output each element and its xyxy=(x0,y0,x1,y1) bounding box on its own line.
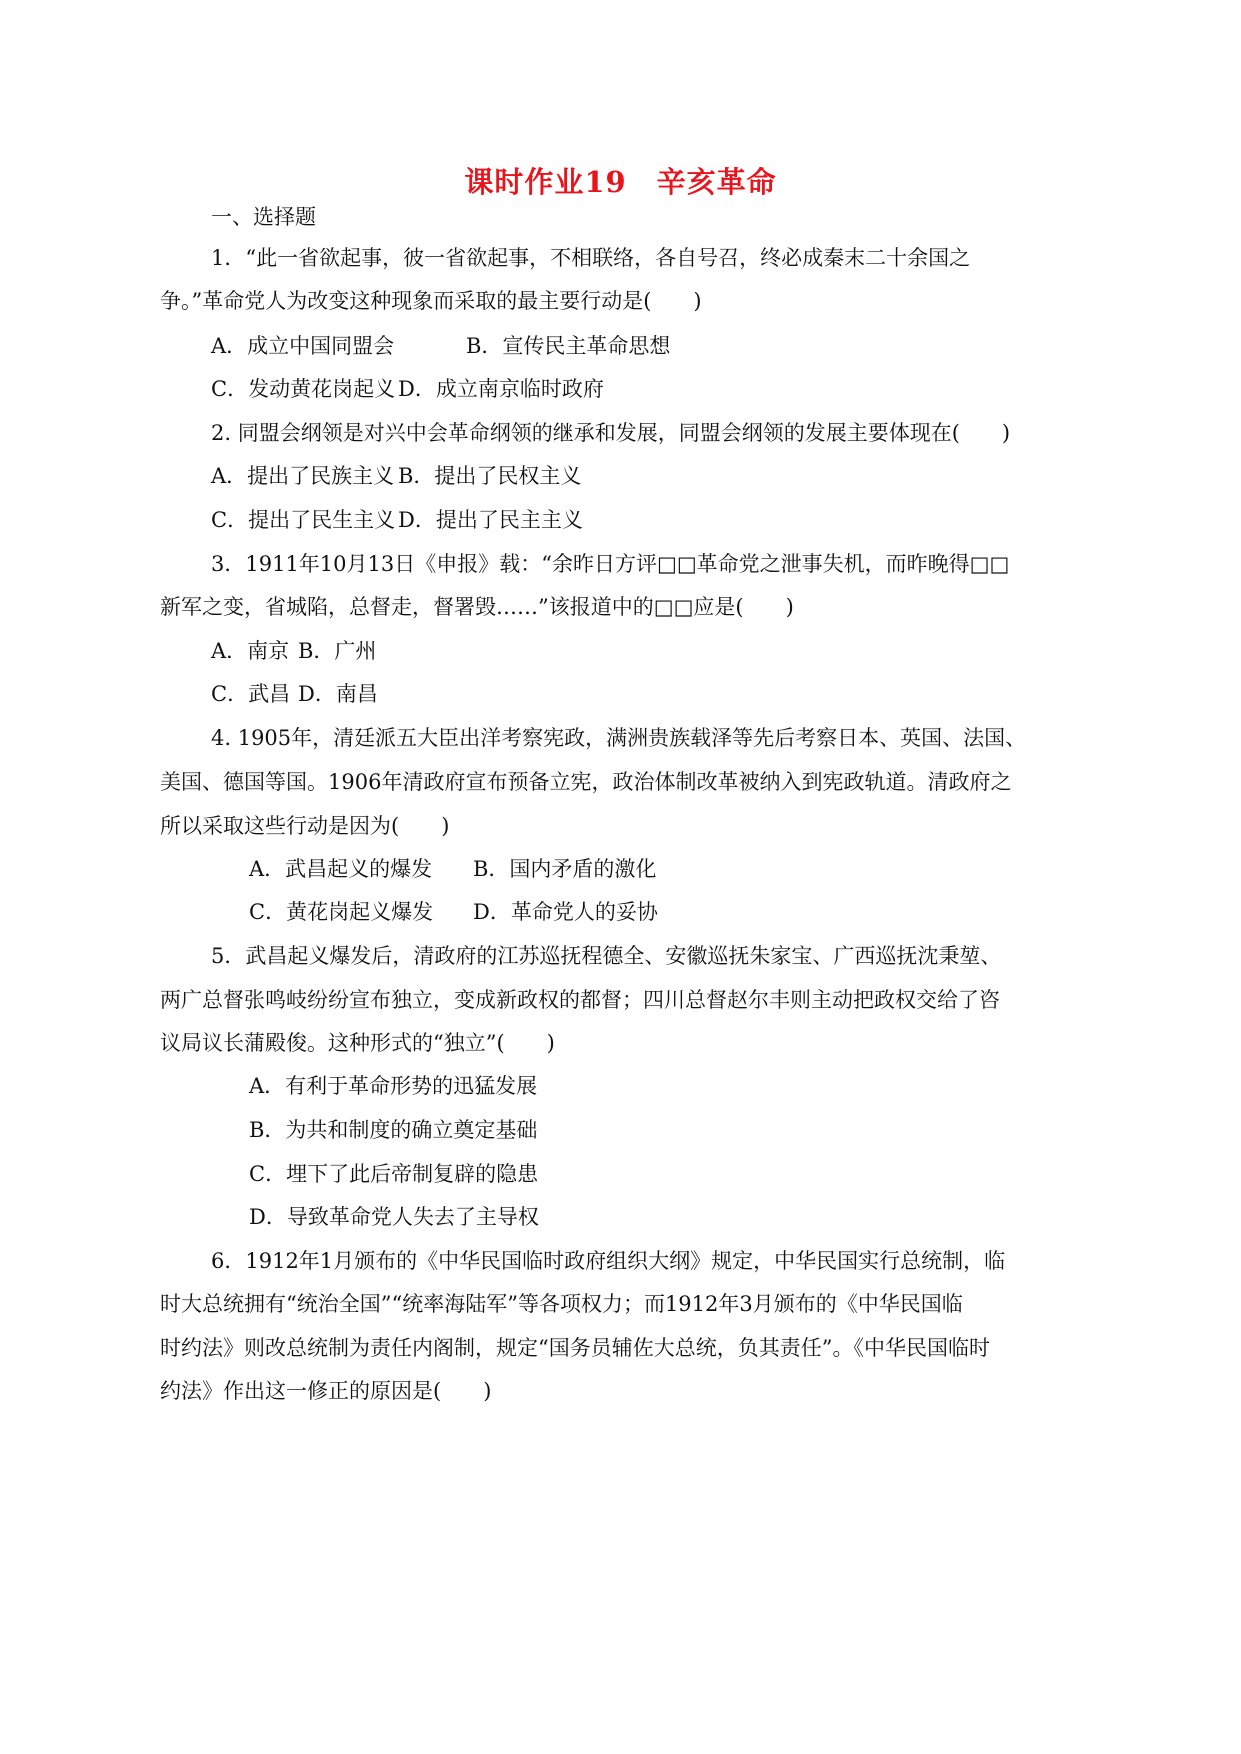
question-5-line-2: 两广总督张鸣岐纷纷宣布独立，变成新政权的都督；四川总督赵尔丰则主动把政权交给了咨 xyxy=(160,988,1000,1012)
question-4-option-d: D．革命党人的妥协 xyxy=(473,900,658,924)
question-1-option-d: D．成立南京临时政府 xyxy=(398,377,604,401)
question-2-option-b: B．提出了民权主义 xyxy=(398,464,582,488)
question-3-line-2: 新军之变，省城陷，总督走，督署毁……”该报道中的□□应是( ) xyxy=(160,595,794,619)
question-5-option-c: C．埋下了此后帝制复辟的隐患 xyxy=(249,1162,539,1186)
question-2-option-a: A．提出了民族主义 xyxy=(211,464,395,488)
question-1-option-c: C．发动黄花岗起义 xyxy=(211,377,396,401)
question-5-line-1: 5．武昌起义爆发后，清政府的江苏巡抚程德全、安徽巡抚朱家宝、广西巡抚沈秉堃、 xyxy=(211,944,1002,968)
question-3-option-a: A．南京 xyxy=(211,639,290,663)
question-4-line-3: 所以采取这些行动是因为( ) xyxy=(160,814,450,838)
question-2-option-c: C．提出了民生主义 xyxy=(211,508,396,532)
question-6-line-4: 约法》作出这一修正的原因是( ) xyxy=(160,1379,492,1403)
question-4-option-c: C．黄花岗起义爆发 xyxy=(249,900,434,924)
question-6-line-2: 时大总统拥有“统治全国”“统率海陆军”等各项权力；而1912年3月颁布的《中华民国临 xyxy=(160,1292,963,1316)
question-4-option-b: B．国内矛盾的激化 xyxy=(473,857,657,881)
question-5-option-d: D．导致革命党人失去了主导权 xyxy=(249,1205,539,1229)
question-4-option-a: A．武昌起义的爆发 xyxy=(249,857,433,881)
question-5-option-a: A．有利于革命形势的迅猛发展 xyxy=(249,1074,538,1098)
question-4-line-2: 美国、德国等国。1906年清政府宣布预备立宪，政治体制改革被纳入到宪政轨道。清政府之 xyxy=(160,770,1012,794)
question-1-option-b: B．宣传民主革命思想 xyxy=(466,334,671,358)
section-heading: 一、选择题 xyxy=(211,205,316,229)
question-2-option-d: D．提出了民主主义 xyxy=(398,508,583,532)
question-5-option-b: B．为共和制度的确立奠定基础 xyxy=(249,1118,538,1142)
question-4-line-1: 4. 1905年，清廷派五大臣出洋考察宪政，满洲贵族载泽等先后考察日本、英国、法国、 xyxy=(211,726,1027,750)
question-3-line-1: 3．1911年10月13日《申报》载：“余昨日方评□□革命党之泄事失机，而昨晚得□□ xyxy=(211,552,1010,576)
question-3-option-c: C．武昌 xyxy=(211,682,291,706)
question-2-line-1: 2. 同盟会纲领是对兴中会革命纲领的继承和发展，同盟会纲领的发展主要体现在( ) xyxy=(211,421,1011,445)
question-3-option-b: B．广州 xyxy=(298,639,377,663)
question-6-line-3: 时约法》则改总统制为责任内阁制，规定“国务员辅佐大总统，负其责任”。《中华民国临时 xyxy=(160,1336,990,1360)
page-title: 课时作业19 辛亥革命 xyxy=(464,165,777,199)
question-3-option-d: D．南昌 xyxy=(298,682,378,706)
question-1-line-2: 争。”革命党人为改变这种现象而采取的最主要行动是( ) xyxy=(160,289,702,313)
question-6-line-1: 6．1912年1月颁布的《中华民国临时政府组织大纲》规定，中华民国实行总统制，临 xyxy=(211,1249,1006,1273)
question-1-line-1: 1．“此一省欲起事，彼一省欲起事，不相联络，各自号召，终必成秦末二十余国之 xyxy=(211,246,971,270)
question-1-option-a: A．成立中国同盟会 xyxy=(211,334,395,358)
question-5-line-3: 议局议长蒲殿俊。这种形式的“独立”( ) xyxy=(160,1031,555,1055)
